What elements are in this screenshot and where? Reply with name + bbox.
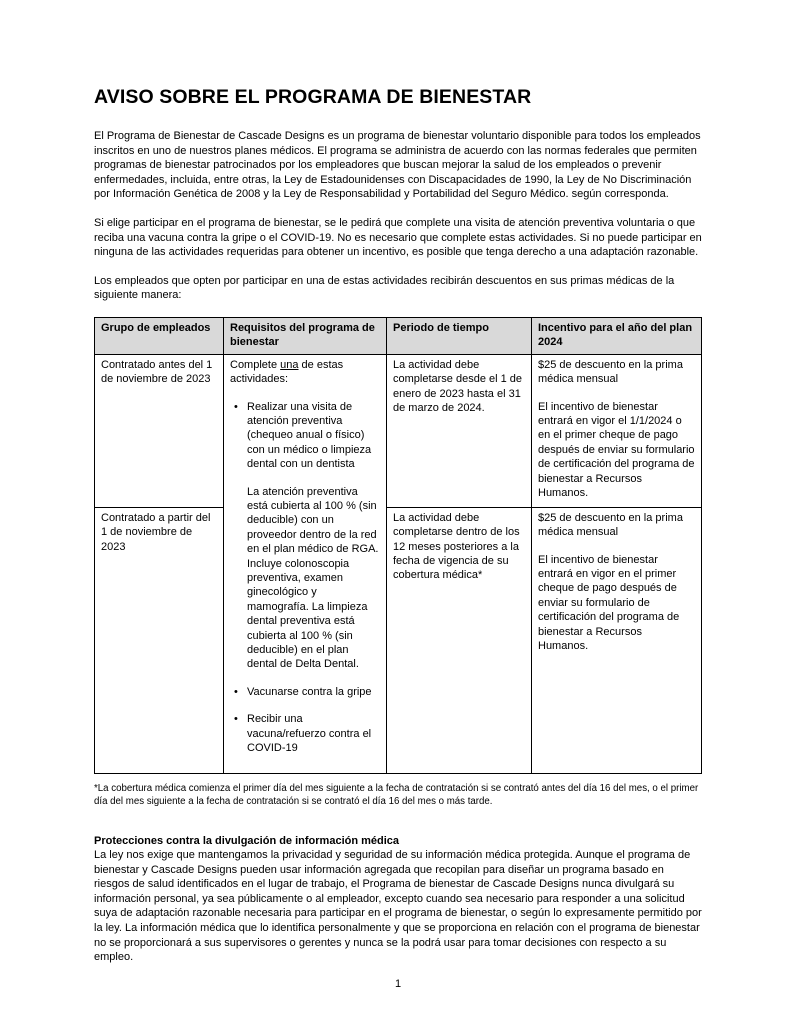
header-requisitos: Requisitos del programa de bienestar bbox=[224, 317, 387, 354]
incentive-row2-detail: El incentivo de bienestar entrará en vigor en el primer cheque de pago después de enviar su formulario de certificación del programa de bienestar a Recursos Humanos. bbox=[538, 553, 680, 652]
incentive-row1-detail: El incentivo de bienestar entrará en vigor el 1/1/2024 o en el primer cheque de pago después de enviar su formulario de certificación del programa de bienestar a Recursos Humanos. bbox=[538, 400, 695, 499]
wellness-program-table bbox=[94, 317, 702, 774]
bullet-icon: • bbox=[234, 400, 238, 413]
cell-incentive-row1 bbox=[532, 354, 702, 507]
page-title: AVISO SOBRE EL PROGRAMA DE BIENESTAR bbox=[94, 86, 532, 108]
table-row bbox=[95, 507, 702, 773]
bullet-icon: • bbox=[234, 685, 238, 698]
coverage-footnote: *La cobertura médica comienza el primer día del mes siguiente a la fecha de contratación si se contrató antes del día 16 del mes, o el primer día del mes siguiente a la fecha de contratación si se contrató el día 16 del mes o más tarde. bbox=[94, 782, 699, 807]
requirements-intro-pre: Complete bbox=[230, 358, 281, 371]
requirement-bullet-1 bbox=[230, 400, 380, 472]
intro-paragraph-2: Si elige participar en el programa de bienestar, se le pedirá que complete una visita de atención preventiva voluntaria o que reciba una vacuna contra la gripe o el COVID-19. No es necesario que complete estas actividades. Si no puede participar en ninguna de las actividades requeridas para obtener un incentivo, es posible que tenga derecho a una adaptación razonable. bbox=[94, 216, 702, 259]
coverage-note: La atención preventiva está cubierta al 100 % (sin deducible) con un proveedor dentro de la red en el plan médico de RGA. Incluye colonoscopia preventiva, examen ginecológico y mamografía. La limpieza dental preventiva está cubierta al 100 % (sin deducible) en el plan dental de Delta Dental. bbox=[247, 485, 379, 671]
table-row bbox=[95, 354, 702, 507]
requirement-bullet-3-text: Recibir una vacuna/refuerzo contra el COVID-19 bbox=[247, 713, 372, 755]
requirement-bullet-3 bbox=[230, 712, 380, 755]
protections-body: La ley nos exige que mantengamos la privacidad y seguridad de su información médica protegida. Aunque el programa de bienestar y Cascade Designs pueden usar información agregada que recopilan para diseñar un programa basado en riesgos de salud identificados en el lugar de trabajo, el Programa de bienestar de Cascade Designs nunca divulgará su información personal, ya sea públicamente o al empleador, excepto cuando sea necesario para responder a una solicitud suya de adaptación razonable necesaria para participar en el programa de bienestar, o según lo expresamente permitido por la ley. La información médica que lo identifica personalmente y que se proporciona en relación con el programa de bienestar no se proporcionará a sus supervisores o gerentes y nunca se la podrá usar para tomar decisiones con respecto a su empleo. bbox=[94, 849, 702, 964]
header-incentivo: Incentivo para el año del plan 2024 bbox=[532, 317, 702, 354]
page-number: 1 bbox=[394, 977, 402, 990]
bullet-icon: • bbox=[234, 713, 238, 726]
requirement-bullet-1-text: Realizar una visita de atención preventiva (chequeo anual o físico) con un médico o limpieza dental con un dentista bbox=[247, 400, 372, 471]
cell-group-row2: Contratado a partir del 1 de noviembre de 2023 bbox=[95, 507, 224, 773]
requirement-bullet-2-text: Vacunarse contra la gripe bbox=[247, 685, 372, 698]
incentive-row1-discount: $25 de descuento en la prima médica mensual bbox=[538, 358, 683, 386]
table-header-row bbox=[95, 317, 702, 354]
cell-group-row1: Contratado antes del 1 de noviembre de 2023 bbox=[95, 354, 224, 507]
requirements-intro-underlined: una bbox=[280, 358, 299, 371]
requirements-intro bbox=[230, 358, 380, 387]
intro-paragraph-1: El Programa de Bienestar de Cascade Designs es un programa de bienestar voluntario disponible para todos los empleados inscritos en uno de nuestros planes médicos. El programa se administra de acuerdo con las normas federales que permiten programas de bienestar patrocinados por los empleadores que buscan mejorar la salud de los empleados o prevenir enfermedades, incluida, entre otras, la Ley de Estadounidenses con Discapacidades de 1990, la Ley de No Discriminación por Información Genética de 2008 y la Ley de Responsabilidad y Portabilidad del Seguro Médico. según corresponda. bbox=[94, 130, 701, 201]
protections-heading: Protecciones contra la divulgación de información médica bbox=[94, 834, 400, 847]
cell-incentive-row2 bbox=[532, 507, 702, 773]
incentive-row2-discount: $25 de descuento en la prima médica mensual bbox=[538, 511, 683, 539]
cell-period-row2: La actividad debe completarse dentro de los 12 meses posteriores a la fecha de vigencia de su cobertura médica* bbox=[387, 507, 532, 773]
requirement-bullet-2 bbox=[230, 685, 380, 699]
cell-requirements bbox=[224, 354, 387, 773]
header-periodo: Periodo de tiempo bbox=[387, 317, 532, 354]
cell-period-row1: La actividad debe completarse desde el 1 de enero de 2023 hasta el 31 de marzo de 2024. bbox=[387, 354, 532, 507]
intro-paragraph-3: Los empleados que opten por participar en una de estas actividades recibirán descuentos en sus primas médicas de la siguiente manera: bbox=[94, 274, 675, 302]
requirements-intro-post: de estas actividades: bbox=[230, 358, 344, 386]
header-grupo-empleados: Grupo de empleados bbox=[95, 317, 224, 354]
